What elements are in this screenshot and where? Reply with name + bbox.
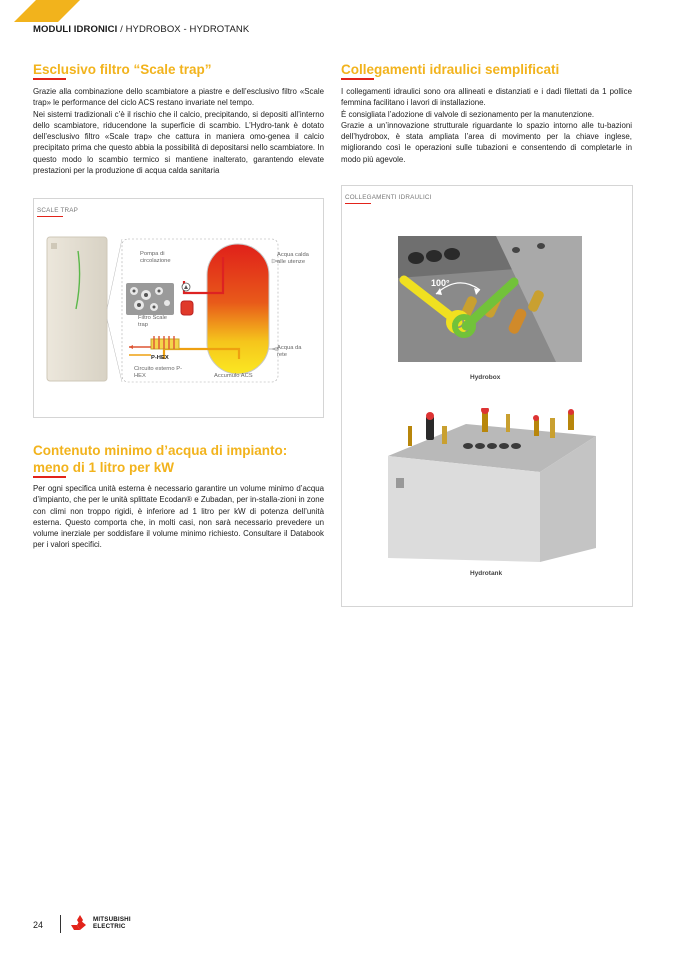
contenuto-text [33, 483, 324, 551]
label-circuito: Circuito esterno P-HEX [134, 366, 183, 379]
collegamenti-paragraph-3: Grazie a un’innovazione strutturale riguardante lo spazio intorno alle tu-bazioni dell’hydrobox, è stata ampliata l’area di movimento per la chiave inglese, migliorando così le operazioni sulle tubazioni e consentendo di completarle in modo più agevole. [341, 120, 632, 164]
footer-separator [60, 915, 61, 933]
collegamenti-title: Collegamenti idraulici semplificati [341, 62, 560, 77]
contenuto-title-line-2: meno di 1 litro per kW [33, 460, 175, 475]
corner-tab [0, 0, 80, 22]
hydrotank-unit-illustration [47, 237, 107, 381]
scale-trap-rule [33, 78, 66, 80]
scale-trap-figure-label: SCALE TRAP [37, 207, 79, 214]
breadcrumb-separator: / [117, 24, 126, 35]
collegamenti-rule [341, 78, 374, 80]
contenuto-rule [33, 476, 66, 478]
contenuto-paragraph: Per ogni specifica unità esterna è necessario garantire un volume minimo d’acqua d’impianto, che per le unità splittate Ecodan® e Zubadan, per in-stalla-zioni in zone con climi non troppo rigidi, è inferiore ad 1 litro per kW di potenza dell’unità esterna. Questo comporta che, in molti casi, non sarà necessario prevedere un volume inerziale per soddisfare il volume minimo richiesto. Consultare il Databook per i valori specifici. [33, 484, 324, 550]
breadcrumb-subsection: HYDROBOX - HYDROTANK [125, 24, 250, 35]
angle-label: 100° [431, 278, 450, 288]
label-accumulo: Accumulo ACS [214, 373, 253, 379]
label-acqua-rete: Acqua da rete [277, 345, 302, 358]
label-pompa: Pompa di circolazione [140, 251, 171, 264]
scale-trap-paragraph-1: Grazie alla combinazione dello scambiatore a piastre e dell’esclusivo filtro «Scale trap» le performance del ciclo ACS restano invariate nel tempo. [33, 87, 324, 108]
scale-trap-paragraph-2: Nei sistemi tradizionali c’è il rischio che il calcio, precipitando, si depositi all’interno dello scambiatore, riducendone la superficie di scambio. L’Hydro-tank è dotato dell’esclusivo filtro «Scale trap» che cattura in maniera omo-genea il calcio precipitato prima che questo abbia la possibilità di depositarsi nello scambiatore. In questo modo lo scambio termico si mantiene inalterato, garantendo elevate prestazioni per la produzione di acqua calda sanitaria [33, 109, 324, 176]
breadcrumb-section: MODULI IDRONICI [33, 24, 118, 35]
scale-trap-figure [33, 198, 324, 418]
collegamenti-paragraph-2: È consigliata l’adozione di valvole di sezionamento per la manutenzione. [341, 109, 595, 119]
scale-trap-title: Esclusivo filtro “Scale trap” [33, 62, 212, 77]
label-acqua-calda: Acqua calda alle utenze [277, 252, 309, 265]
breadcrumb [33, 24, 249, 35]
brand-line-2: ELECTRIC [93, 922, 126, 930]
collegamenti-figure [341, 185, 633, 607]
scale-trap-text [33, 86, 324, 176]
collegamenti-paragraph-1: I collegamenti idraulici sono ora allineati e distanziati e i dadi filettati da 1 pollice femmina facilitano i lavori di installazione. [341, 87, 632, 108]
label-filtro: Filtro Scale trap [138, 315, 167, 328]
collegamenti-figure-rule [345, 203, 371, 204]
label-phex: P-HEX [151, 355, 169, 361]
caption-hydrotank: Hydrotank [470, 570, 503, 577]
filtro-scale-trap [181, 301, 193, 315]
collegamenti-text [341, 86, 632, 165]
page-number: 24 [33, 920, 44, 930]
hydrobox-image [396, 234, 584, 366]
caption-hydrobox: Hydrobox [470, 374, 501, 381]
scale-trap-diagram [34, 199, 325, 419]
mitsubishi-logo-icon [70, 915, 90, 933]
hydrotank-image [386, 408, 600, 564]
brand-name [93, 917, 131, 930]
contenuto-title [33, 442, 287, 476]
contenuto-title-line-1: Contenuto minimo d’acqua di impianto: [33, 443, 288, 458]
collegamenti-figure-label: COLLEGAMENTI IDRAULICI [345, 194, 432, 201]
brand-line-1: MITSUBISHI [93, 916, 131, 923]
